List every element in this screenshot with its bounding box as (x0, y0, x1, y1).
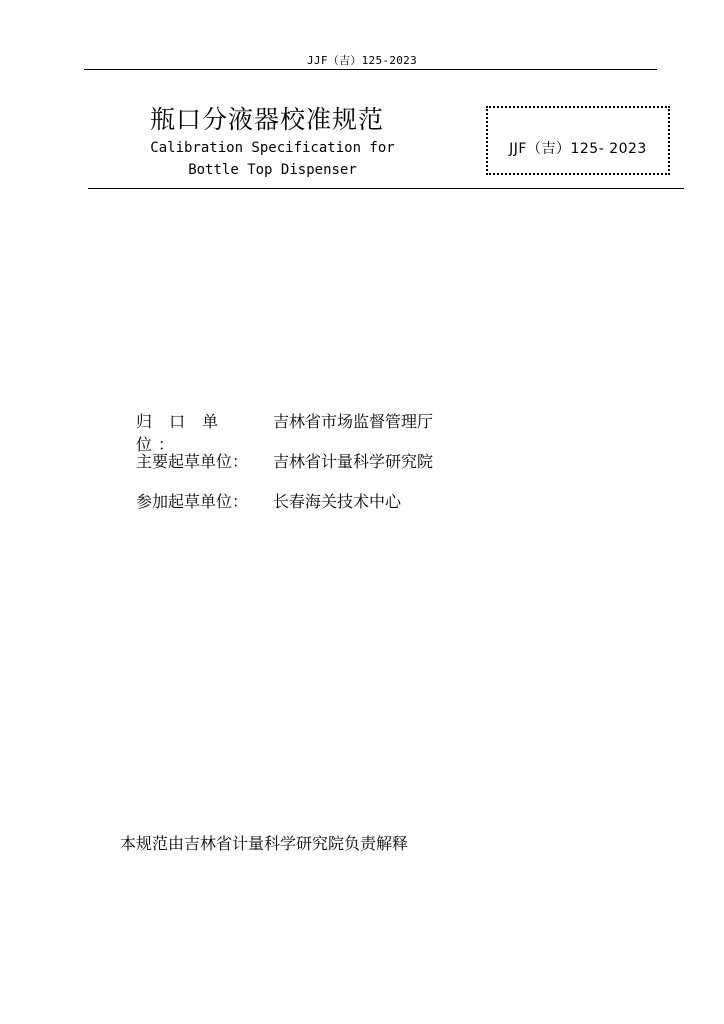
organization-label: 主要起草单位： (136, 452, 249, 471)
title-rule (88, 188, 684, 189)
running-header: JJF（吉）125-2023 (306, 54, 418, 67)
document-title-zh: 瓶口分液器校准规范 (150, 105, 385, 134)
organization-list (136, 409, 433, 529)
specification-code-box (486, 106, 670, 175)
organization-row-participating-drafter (136, 489, 433, 529)
document-title-en (130, 137, 415, 181)
organization-label: 归 口 单 位： (136, 412, 225, 454)
document-title-en-line1: Calibration Specification for (150, 140, 395, 156)
organization-row-main-drafter (136, 449, 433, 489)
header-rule (84, 69, 657, 70)
interpretation-note: 本规范由吉林省计量科学研究院负责解释 (120, 834, 409, 853)
specification-code: JJF（吉）125- 2023 (509, 141, 647, 157)
organization-value: 长春海关技术中心 (273, 492, 402, 511)
organization-value: 吉林省计量科学研究院 (273, 452, 434, 471)
organization-label: 参加起草单位： (136, 492, 249, 511)
organization-row-responsible (136, 409, 434, 454)
organization-value: 吉林省市场监督管理厅 (273, 412, 434, 431)
document-title-en-line2: Bottle Top Dispenser (188, 162, 357, 178)
